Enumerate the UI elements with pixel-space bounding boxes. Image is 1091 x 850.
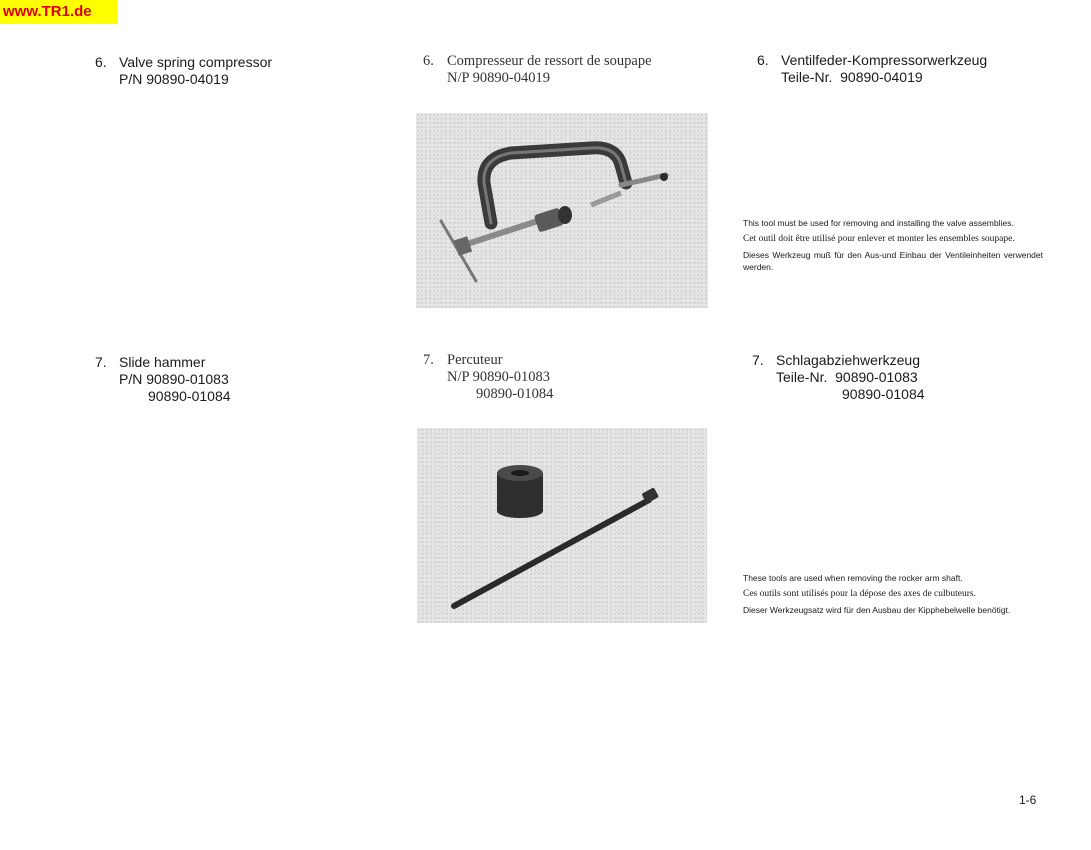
item-number: 7. — [95, 354, 107, 370]
part-number: P/N 90890-04019 — [119, 71, 229, 87]
watermark: www.TR1.de — [0, 0, 118, 24]
description-en: This tool must be used for removing and installing the valve assemblies. — [743, 218, 1014, 228]
heading-de-6 — [757, 52, 987, 86]
valve-spring-compressor-illustration — [416, 113, 708, 308]
item-title: Percuteur — [447, 352, 503, 368]
page-number: 1-6 — [1019, 793, 1037, 807]
item-title: Valve spring compressor — [119, 54, 273, 70]
item-title: Ventilfeder-Kompressorwerkzeug — [781, 52, 988, 68]
description-en: These tools are used when removing the rocker arm shaft. — [743, 573, 963, 583]
heading-de-7 — [752, 352, 925, 403]
heading-en-7 — [95, 354, 231, 405]
heading-en-6 — [95, 54, 272, 88]
slide-hammer-photo — [417, 428, 707, 623]
description-6 — [743, 217, 1043, 277]
heading-fr-7 — [423, 352, 553, 403]
description-fr: Ces outils sont utilisés pour la dépose des axes de culbuteurs. — [743, 589, 976, 599]
description-de: Dieser Werkzeugsatz wird für den Ausbau der Kipphebelwelle benötigt. — [743, 605, 1011, 615]
description-fr: Cet outil doit être utilisé pour enlever et monter les ensembles soupape. — [743, 234, 1015, 244]
heading-fr-6 — [423, 53, 652, 87]
part-number: Teile-Nr. 90890-01083 — [776, 369, 918, 385]
item-title: Schlagabziehwerkzeug — [776, 352, 920, 368]
valve-spring-compressor-photo — [416, 113, 708, 308]
part-number: Teile-Nr. 90890-04019 — [781, 69, 923, 85]
part-number: P/N 90890-01083 — [119, 371, 229, 387]
slide-hammer-illustration — [417, 428, 707, 623]
description-7 — [743, 572, 1043, 620]
part-number-2: 90890-01084 — [842, 386, 925, 402]
item-number: 6. — [95, 54, 107, 70]
item-number: 6. — [423, 53, 434, 69]
part-number: N/P 90890-04019 — [447, 70, 550, 86]
part-number: N/P 90890-01083 — [447, 369, 550, 385]
item-number: 7. — [423, 352, 434, 368]
item-title: Slide hammer — [119, 354, 206, 370]
item-number: 6. — [757, 52, 769, 68]
item-number: 7. — [752, 352, 764, 368]
description-de: Dieses Werkzeug muß für den Aus-und Einbau der Ventileinheiten verwendet werden. — [743, 250, 1043, 272]
part-number-2: 90890-01084 — [148, 388, 231, 404]
item-title: Compresseur de ressort de soupape — [447, 53, 652, 69]
part-number-2: 90890-01084 — [476, 386, 554, 402]
